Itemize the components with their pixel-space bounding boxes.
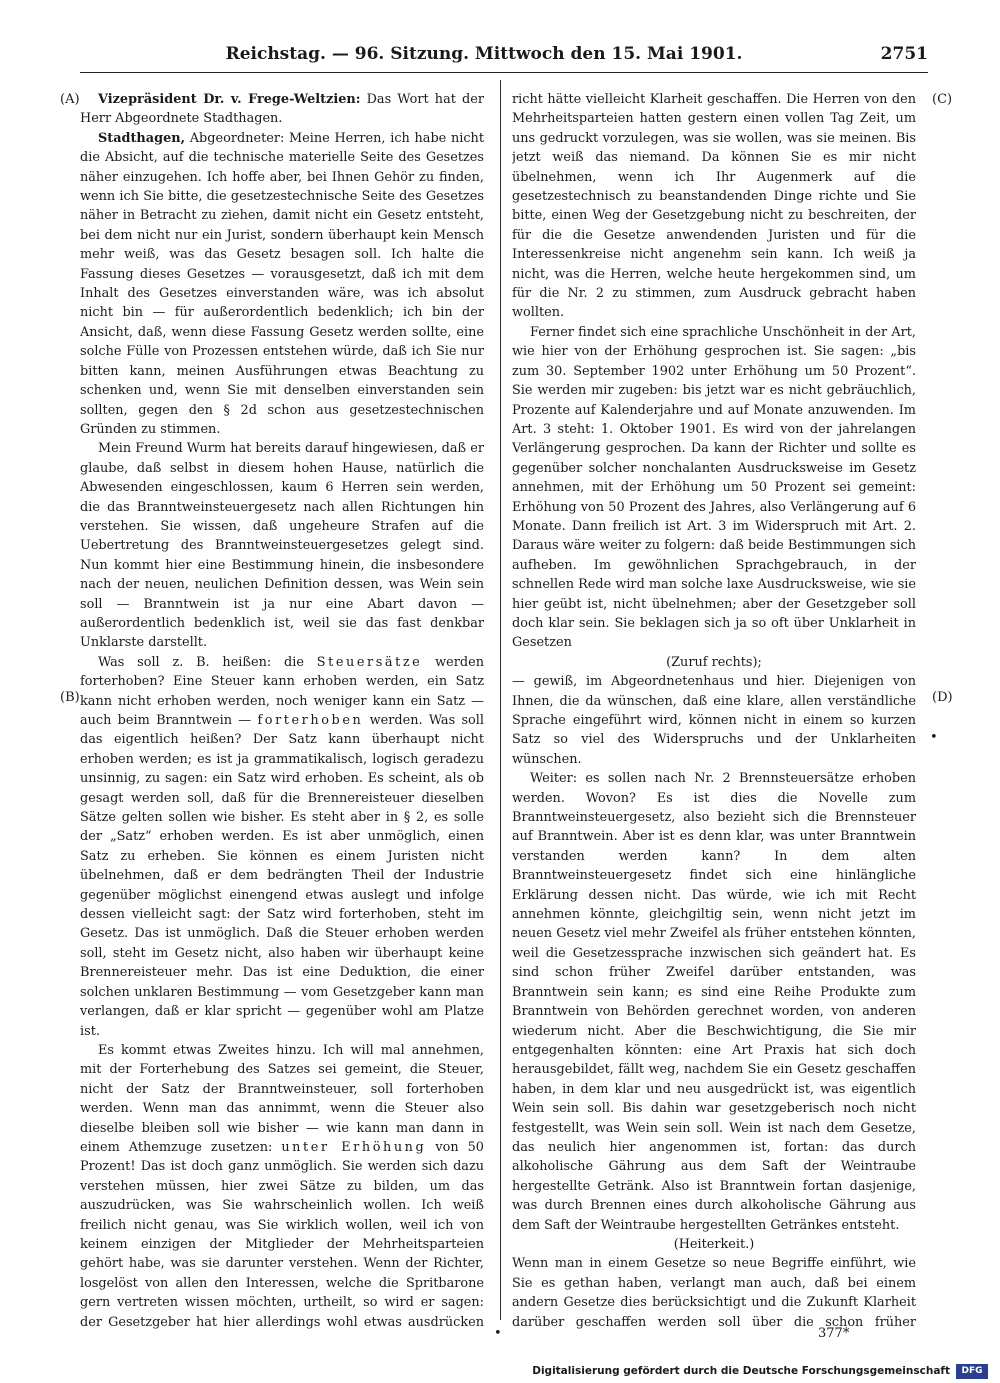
bottom-dot: • [494, 1326, 502, 1341]
sheet-signature: 377* [818, 1326, 850, 1341]
paragraph: Was soll z. B. heißen: die Steuersätze werden forterhoben? Eine Steuer kann erhoben werden, ein Satz kann nicht erhoben werden, noch weniger kann ein Satz — auch beim Branntwein — forterhoben werden. Was soll das eigentlich heißen? Der Satz kann überhaupt nicht erhoben werden; es ist ja grammatikalisch, logisch geradezu unsinnig, zu sagen: ein Satz wird erhoben. Es scheint, als ob gesagt werden soll, daß für die Brennereisteuer dieselben Sätze gelten sollen wie bisher. Es steht aber in § 2, es solle der „Satz“ erhoben werden. Es ist aber unmöglich, einen Satz zu erheben. Sie können es einem Juristen nicht übelnehmen, daß er dem bedrängten Theil der Industrie gegenüber möglichst einengend etwas auslegt und infolge dessen vielleicht sagt: der Satz wird forterhoben, steht im Gesetz. Das ist unmöglich. Daß die Steuer erhoben werden soll, steht im Gesetz nicht, also haben wir überhaupt keine Brennereisteuer mehr. Das ist eine Deduktion, die einer solchen unklaren Bestimmung — vom Gesetzgeber kann man verlangen, daß er klar spricht — gegenüber wohl am Platze ist. [80, 654, 484, 1039]
interjection: (Heiterkeit.) [673, 1236, 755, 1252]
paragraph: Ferner findet sich eine sprachliche Unschönheit in der Art, wie hier von der Erhöhung gesprochen ist. Sie sagen: „bis zum 30. September 1902 unter Erhöhung um 50 Prozent“. Sie werden mir zugeben: bis jetzt war es nicht gebräuchlich, Prozente auf Kalenderjahre und auf Monate anzuwenden. Im Art. 3 steht: 1. Oktober 1901. Es wird von der jahrelangen Verlängerung gesprochen. Da kann der Richter und sollte es gegenüber solcher nonchalanten Ausdrucksweise im Gesetz annehmen, mit der Erhöhung um 50 Prozent sei gemeint: Erhöhung von 50 Prozent des Jahres, also Verlängerung auf 6 Monate. Dann freilich ist Art. 3 im Widerspruch mit Art. 2. Daraus wäre weiter zu folgern: daß beide Bestimmungen sich aufheben. Im gewöhnlichen Sprachgebrauch, in der schnellen Rede wird man solche laxe Ausdrucksweise, wie sie hier geübt ist, nicht übelnehmen; aber der Gesetzgeber soll doch klar sein. Sie beklagen sich ja so oft über Unklarheit in Gesetzen [512, 324, 916, 651]
paragraph: Es kommt etwas Zweites hinzu. Ich will mal annehmen, mit der Forterhebung des Satzes sei gemeint, die Steuer, nicht der Satz der Branntweinsteuer, soll forterhoben werden. Wenn man das annimmt, wenn die Steuer also dieselbe bleiben soll wie bisher — wie kann man dann in einem Athemzuge zusetzen: unter Erhöhung von 50 Prozent! Das ist doch ganz unmöglich. Sie werden sich dazu verstehen müssen, hier zwei Sätze zu bilden, um das auszudrücken, was Sie wahrscheinlich wollen. Ich weiß freilich nicht genau, was Sie wirklich wollen, weil ich von keinem einzigen der Mitglieder der Mehrheitsparteien gehört habe, was sie darunter verstehen. Wenn der Richter, losgelöst von allen den Interessen, welche die Spritbarone gern vertreten wissen möchten, urtheilt, so wird er sagen: der Gesetzgeber hat hier allerdings wohl etwas ausdrücken [80, 1042, 484, 1330]
page-title: Reichstag. — 96. Sitzung. Mittwoch den 15. Mai 1901. [225, 44, 743, 64]
margin-marker-c: (C) [932, 92, 953, 107]
left-column [80, 90, 484, 1330]
dfg-logo: DFG [956, 1364, 988, 1379]
paragraph: Weiter: es sollen nach Nr. 2 Brennsteuersätze erhoben werden. Wovon? Es ist dies die Novelle zum Branntweinsteuergesetz, also bezieht sich die Brennsteuer auf Branntwein. Aber ist es denn klar, was unter Branntwein verstanden werden kann? In dem alten Branntweinsteuergesetz findet sich eine hinlängliche Erklärung dessen nicht. Das würde, wie ich mit Recht annehmen könnte, gleichgiltig sein, wenn nicht jetzt im neuen Gesetz viel mehr Zweifel als früher entstehen könnten, weil die Gesetzessprache inzwischen sich geändert hat. Es sind schon früher Zweifel darüber entstanden, was Branntwein sein kann; es sind eine Reihe Produkte zum Branntwein von Behörden gerechnet worden, von anderen wiederum nicht. Aber die Beschwichtigung, die Sie mir entgegenhalten könnten: eine Art Praxis hat sich doch herausgebildet, fällt weg, nachdem Sie ein Gesetz geschaffen haben, in dem klar und neu ausgedrückt ist, was eigentlich Wein sein soll. Bis dahin war gesetzgeberisch noch nicht festgestellt, was Wein sein soll. Wein ist nach dem Gesetze, das neulich hier angenommen ist, fortan: das durch alkoholische Gährung aus dem Saft der Weintraube hergestellte Getränk. Also ist Branntwein fortan dasjenige, was durch Brennen eines durch alkoholische Gährung aus dem Saft der Weintraube hergestellten Getränkes entsteht. [512, 771, 916, 1233]
paragraph: — gewiß, im Abgeordnetenhaus und hier. Diejenigen von Ihnen, die da wünschen, daß eine klare, allen verständliche Sprache eingeführt wird, können nicht in einem so kurzen Satz so viel des Widerspruchs und der Unklarheiten wünschen. [512, 674, 916, 767]
page-header [80, 44, 928, 68]
speaker-name: Vizepräsident Dr. v. Frege-Weltzien: [97, 92, 361, 107]
paragraph: Vizepräsident Dr. v. Frege-Weltzien: Das Wort hat der Herr Abgeordnete Stadthagen. [80, 92, 484, 127]
margin-marker-a: (A) [60, 92, 80, 107]
paragraph: richt hätte vielleicht Klarheit geschaffen. Die Herren von den Mehrheitsparteien hatten gestern einen vollen Tag Zeit, um uns gedruckt vorzulegen, was sie wollen, was sie meinen. Bis jetzt weiß das niemand. Da können Sie es mir nicht übelnehmen, wenn ich Ihr Augenmerk auf die gesetzestechnisch zu beanstandenden Dinge richte und Sie bitte, einen Weg der Gesetzgebung nicht zu beschreiten, der für die die Gesetze anwendenden Juristen und für die Interessenkreise nicht angenehm sein kann. Ich weiß ja nicht, was die Herren, welche heute hergekommen sind, um für die Nr. 2 zu stimmen, zum Ausdruck gebracht haben wollten. [512, 92, 916, 321]
right-column [512, 90, 916, 1330]
speaker-name: Stadthagen, [97, 130, 186, 146]
paragraph: Stadthagen, Abgeordneter: Meine Herren, ich habe nicht die Absicht, auf die technische materielle Seite des Gesetzes näher einzugehen. Ich hoffe aber, bei Ihnen Gehör zu finden, wenn ich Sie bitte, die gesetzestechnische Seite des Gesetzes näher in Betracht zu ziehen, damit nicht ein Gesetz entsteht, bei dem nicht nur ein Jurist, sondern überhaupt kein Mensch mehr weiß, was das Gesetz besagen soll. Ich halte die Fassung dieses Gesetzes — vorausgesetzt, daß ich mit dem Inhalt des Gesetzes einverstanden wäre, was ich absolut nicht bin — für außerordentlich bedenklich; ich bin der Ansicht, daß, wenn diese Fassung Gesetz werden sollte, eine solche Fülle von Prozessen entstehen würde, daß ich Sie nur bitten kann, meinen Ausführungen etwas Beachtung zu schenken und, wenn Sie mit denselben einverstanden sein sollten, gegen den § 2d schon aus gesetzestechnischen Gründen zu stimmen. [80, 130, 484, 437]
interjection: (Zuruf rechts); [666, 654, 762, 670]
column-divider [500, 80, 501, 1320]
page-number: 2751 [880, 44, 928, 64]
margin-dot: • [930, 730, 938, 745]
margin-marker-d: (D) [932, 690, 953, 705]
digitization-note [480, 1364, 988, 1380]
paragraph: Wenn man in einem Gesetze so neue Begriffe einführt, wie Sie es gethan haben, verlangt man auch, daß bei einem andern Gesetze dies berücksichtigt und die Zukunft Klarheit darüber geschaffen werden soll über die schon früher [512, 1256, 916, 1330]
digitization-text: Digitalisierung gefördert durch die Deutsche Forschungsgemeinschaft [532, 1365, 950, 1377]
paragraph: Mein Freund Wurm hat bereits darauf hingewiesen, daß er glaube, daß selbst in diesem hohen Hause, natürlich die Abwesenden eingeschlossen, kaum 6 Herren sein werden, die das Branntweinsteuergesetz nach allen Richtungen hin verstehen. Sie wissen, daß ungeheure Strafen auf die Uebertretung des Branntweinsteuergesetzes gelegt sind. Nun kommt hier eine Bestimmung hinein, die insbesondere nach der neuen, neulichen Definition dessen, was Wein sein soll — Branntwein ist ja nur eine Abart davon — außerordentlich bedenklich ist, weil sie das fast denkbar Unklarste darstellt. [80, 441, 484, 651]
margin-marker-b: (B) [60, 690, 80, 705]
header-rule [80, 72, 928, 73]
